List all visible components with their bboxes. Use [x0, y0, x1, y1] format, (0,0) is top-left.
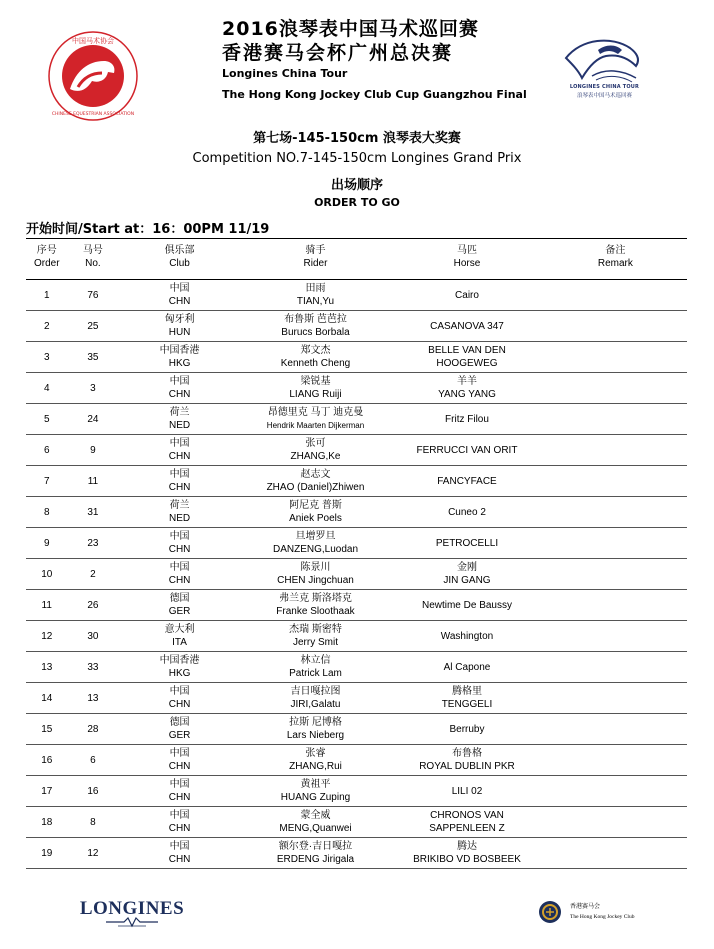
cell-club: 中国 CHN — [168, 686, 191, 710]
title-cn-line1: 2016浪琴表中国马术巡回赛 — [222, 18, 479, 40]
cell-rider: 杰瑞 斯密特 Jerry Smit — [289, 624, 342, 648]
cell-horse-no: 35 — [87, 351, 99, 363]
cell-order: 1 — [43, 289, 50, 301]
cell-club: 中国香港 HKG — [159, 655, 200, 679]
cell-remark — [544, 590, 687, 621]
cell-rider: 弗兰克 斯洛塔克 Franke Sloothaak — [276, 593, 355, 617]
cell-horse-no: 16 — [87, 785, 99, 797]
cell-order: 13 — [41, 661, 53, 673]
cell-club: 中国 CHN — [168, 810, 191, 834]
table-row — [26, 745, 687, 776]
cell-horse: Berruby — [449, 723, 485, 735]
cell-order: 7 — [43, 475, 50, 487]
table-row — [26, 838, 687, 869]
table-row — [26, 652, 687, 683]
table-row — [26, 528, 687, 559]
cell-club: 中国香港 HKG — [159, 345, 200, 369]
cell-rider: 拉斯 尼博格 Lars Nieberg — [286, 717, 345, 741]
cell-club: 德国 GER — [168, 593, 191, 617]
cell-horse: 金刚 JIN GANG — [443, 562, 491, 586]
cell-horse-no: 76 — [87, 289, 99, 301]
competition-title-cn: 第七场-145-150cm 浪琴表大奖赛 — [253, 131, 461, 146]
cell-order: 9 — [43, 537, 50, 549]
cell-rider: 布鲁斯 芭芭拉 Burucs Borbala — [281, 314, 350, 338]
cell-remark — [544, 311, 687, 342]
hkjc-name-en: The Hong Kong Jockey Club — [570, 914, 635, 920]
cell-horse: CHRONOS VAN SAPPENLEEN Z — [429, 810, 505, 834]
cell-horse: Cuneo 2 — [448, 506, 486, 518]
cell-horse: 腾达 BRIKIBO VD BOSBEEK — [413, 841, 521, 865]
cell-remark — [544, 683, 687, 714]
cell-horse: Cairo — [455, 289, 479, 301]
cell-rider: 张睿 ZHANG,Rui — [289, 748, 342, 772]
cell-club: 德国 GER — [168, 717, 191, 741]
cell-remark — [544, 838, 687, 869]
svg-text:中国马术协会: 中国马术协会 — [72, 37, 114, 45]
cell-club: 中国 CHN — [168, 376, 191, 400]
order-title-en: ORDER TO GO — [314, 196, 400, 209]
cell-rider: 林立信 Patrick Lam — [289, 655, 342, 679]
cell-rider: 赵志文 ZHAO (Daniel)Zhiwen — [266, 469, 365, 493]
cell-horse-no: 25 — [87, 320, 99, 332]
cell-horse: Al Capone — [443, 661, 491, 673]
competition-title-en: Competition NO.7-145-150cm Longines Grand Prix — [192, 151, 522, 166]
order-title-cn: 出场顺序 — [330, 178, 383, 193]
table-row — [26, 590, 687, 621]
table-row — [26, 280, 687, 311]
cell-club: 中国 CHN — [168, 841, 191, 865]
cell-club: 中国 CHN — [168, 469, 191, 493]
header-horse: 马匹 Horse — [453, 245, 481, 269]
cell-order: 4 — [43, 382, 50, 394]
cell-rider: 黄祖平 HUANG Zuping — [280, 779, 351, 803]
cell-order: 15 — [41, 723, 53, 735]
cell-horse: LILI 02 — [451, 785, 483, 797]
cell-remark — [544, 714, 687, 745]
start-list-table — [26, 238, 687, 869]
cell-remark — [544, 373, 687, 404]
longines-logo-text: LONGINES — [79, 898, 185, 919]
cell-order: 2 — [43, 320, 50, 332]
cell-horse: Washington — [440, 630, 494, 642]
cell-rider: 蒙全威 MENG,Quanwei — [279, 810, 352, 834]
cell-club: 匈牙利 HUN — [164, 314, 195, 338]
cell-club: 中国 CHN — [168, 531, 191, 555]
svg-text:CHINESE EQUESTRIAN ASSOCIATION: CHINESE EQUESTRIAN ASSOCIATION — [51, 112, 135, 117]
cell-rider: 旦增罗旦 DANZENG,Luodan — [272, 531, 359, 555]
table-row — [26, 497, 687, 528]
cell-order: 3 — [43, 351, 50, 363]
cell-remark — [544, 621, 687, 652]
cell-remark — [544, 342, 687, 373]
cell-rider: 陈景川 CHEN Jingchuan — [277, 562, 354, 586]
cell-rider: 阿尼克 普斯 Aniek Poels — [289, 500, 342, 524]
table-row — [26, 714, 687, 745]
table-row — [26, 807, 687, 838]
header-rider: 骑手 Rider — [303, 245, 328, 269]
cell-horse-no: 31 — [87, 506, 99, 518]
cell-order: 14 — [41, 692, 53, 704]
table-row — [26, 435, 687, 466]
cell-remark — [544, 497, 687, 528]
cell-club: 中国 CHN — [168, 283, 191, 307]
cell-horse: FERRUCCI VAN ORIT — [416, 444, 518, 456]
title-en-line2: The Hong Kong Jockey Club Cup Guangzhou Final — [222, 88, 527, 101]
cell-horse-no: 30 — [87, 630, 99, 642]
cell-horse-no: 28 — [87, 723, 99, 735]
cell-remark — [544, 652, 687, 683]
cell-remark — [544, 404, 687, 435]
cell-horse: FANCYFACE — [437, 475, 497, 487]
cell-remark — [544, 466, 687, 497]
cell-order: 8 — [43, 506, 50, 518]
title-cn-line2: 香港赛马会杯广州总决赛 — [222, 42, 454, 64]
cell-horse-no: 3 — [90, 382, 96, 394]
table-row — [26, 466, 687, 497]
cell-horse: 腾格里 TENGGELI — [441, 686, 493, 710]
cell-rider: 额尔登·吉日嘎拉 ERDENG Jirigala — [276, 841, 355, 865]
cell-remark — [544, 559, 687, 590]
tour-logo-text-en: LONGINES CHINA TOUR — [569, 84, 640, 90]
cell-horse: Newtime De Baussy — [421, 599, 512, 611]
header-remark: 备注 Remark — [597, 245, 633, 269]
cell-horse: CASANOVA 347 — [430, 320, 504, 332]
cell-order: 16 — [41, 754, 53, 766]
cell-order: 17 — [41, 785, 53, 797]
cell-club: 中国 CHN — [168, 438, 191, 462]
tour-logo-text-cn: 浪琴表中国马术巡回赛 — [576, 93, 632, 99]
cell-horse-no: 23 — [87, 537, 99, 549]
cell-remark — [544, 776, 687, 807]
start-time: 开始时间/Start at：16：00PM 11/19 — [26, 222, 270, 237]
table-row — [26, 683, 687, 714]
cell-horse-no: 12 — [87, 847, 99, 859]
cell-order: 6 — [43, 444, 50, 456]
cell-order: 12 — [41, 630, 53, 642]
table-row — [26, 559, 687, 590]
cell-remark — [544, 435, 687, 466]
cell-horse: 布鲁格 ROYAL DUBLIN PKR — [419, 748, 515, 772]
cell-horse-no: 2 — [90, 568, 96, 580]
cell-rider: 张可 ZHANG,Ke — [290, 438, 341, 462]
cell-rider: 田雨 TIAN,Yu — [296, 283, 335, 307]
cell-remark — [544, 807, 687, 838]
cell-club: 中国 CHN — [168, 748, 191, 772]
cell-club: 意大利 ITA — [164, 624, 195, 648]
cell-remark — [544, 745, 687, 776]
header-order: 序号 Order — [33, 245, 60, 269]
table-row — [26, 342, 687, 373]
table-row — [26, 404, 687, 435]
cell-rider: 吉日嘎拉图 JIRI,Galatu — [290, 686, 341, 710]
cell-club: 中国 CHN — [168, 562, 191, 586]
table-header-row — [26, 239, 687, 280]
cell-club: 中国 CHN — [168, 779, 191, 803]
cell-horse-no: 9 — [90, 444, 96, 456]
cell-order: 10 — [41, 568, 53, 580]
cell-rider: 郑文杰 Kenneth Cheng — [280, 345, 351, 369]
cell-club: 荷兰 NED — [169, 407, 191, 431]
table-row — [26, 311, 687, 342]
cell-order: 5 — [43, 413, 50, 425]
cell-club: 荷兰 NED — [169, 500, 191, 524]
hkjc-logo — [538, 897, 668, 927]
cell-horse: 羊羊 YANG YANG — [438, 376, 496, 400]
longines-logo — [66, 896, 198, 936]
cell-horse: BELLE VAN DEN HOOGEWEG — [428, 345, 506, 369]
cell-order: 18 — [41, 816, 53, 828]
cell-horse-no: 33 — [87, 661, 99, 673]
cell-horse-no: 6 — [90, 754, 96, 766]
hkjc-name-cn: 香港赛马会 — [570, 903, 601, 910]
cell-horse-no: 13 — [87, 692, 99, 704]
cell-remark — [544, 528, 687, 559]
cell-horse: Fritz Filou — [445, 413, 489, 425]
cell-horse-no: 24 — [87, 413, 99, 425]
cea-logo — [48, 31, 138, 121]
cell-horse-no: 26 — [87, 599, 99, 611]
cell-order: 11 — [41, 599, 52, 611]
cell-horse: PETROCELLI — [435, 537, 499, 549]
cell-remark — [544, 280, 687, 311]
table-row — [26, 776, 687, 807]
cell-rider: 昂德里克 马丁 迪克曼 Hendrik Maarten Dijkerman — [266, 407, 365, 430]
header-club: 俱乐部 Club — [164, 245, 195, 269]
table-row — [26, 373, 687, 404]
table-row — [26, 621, 687, 652]
cell-order: 19 — [41, 847, 53, 859]
cell-horse-no: 11 — [87, 475, 99, 487]
cell-rider: 梁锐基 LIANG Ruiji — [289, 376, 342, 400]
header-no: 马号 No. — [82, 245, 103, 269]
cell-horse-no: 8 — [90, 816, 96, 828]
title-en-line1: Longines China Tour — [222, 67, 348, 80]
